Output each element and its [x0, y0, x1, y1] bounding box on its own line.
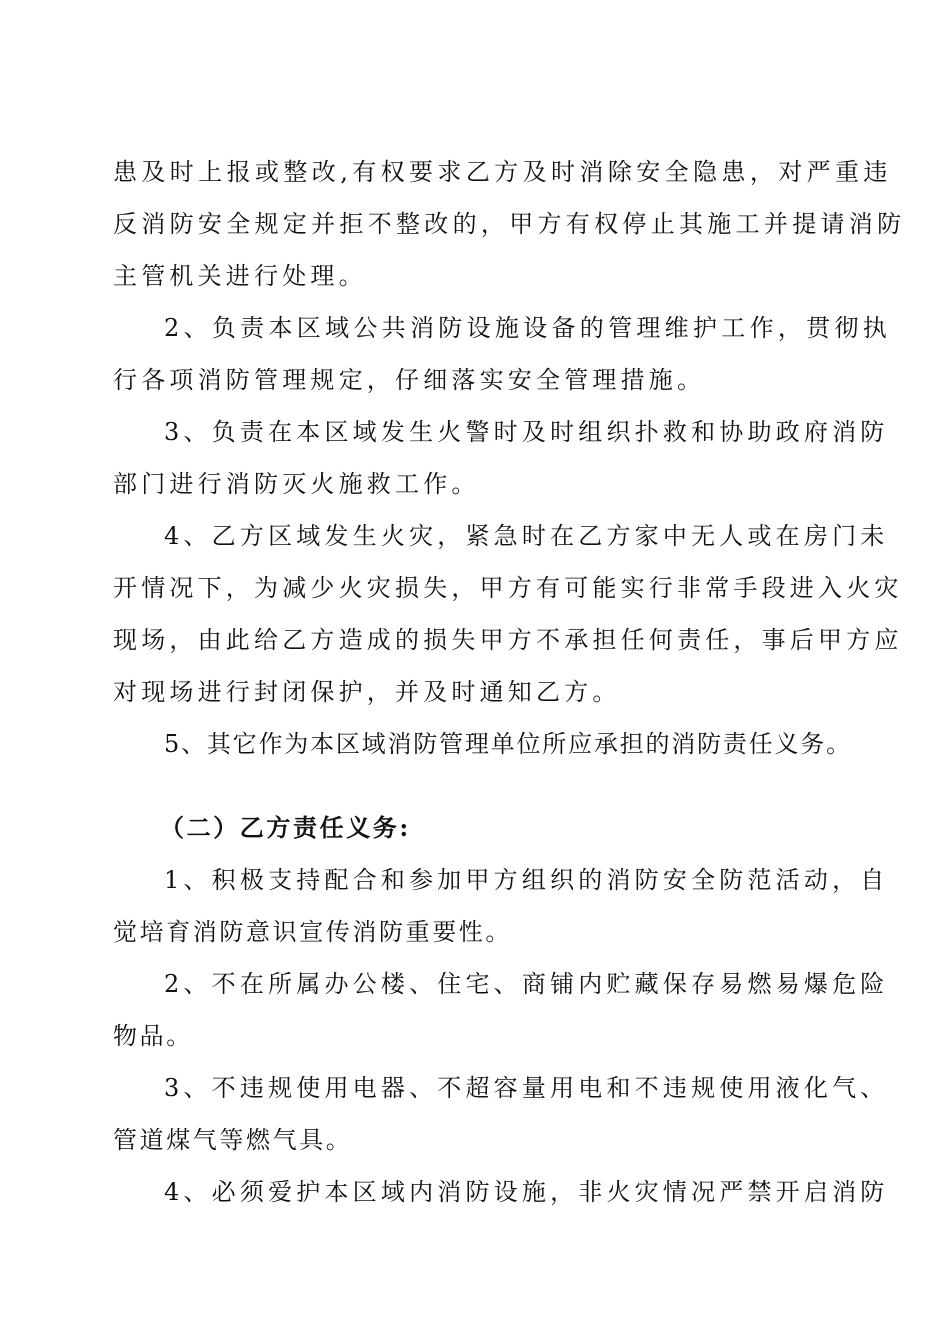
list-item-5-line: 5、其它作为本区域消防管理单位所应承担的消防责任义务。 — [164, 730, 852, 758]
paragraph-line: 主管机关进行处理。 — [113, 262, 367, 290]
list-item-3-continuation: 管道煤气等燃气具。 — [113, 1126, 353, 1154]
list-item-4-continuation: 对现场进行封闭保护，并及时通知乙方。 — [113, 678, 621, 706]
paragraph-line: 反消防安全规定并拒不整改的，甲方有权停止其施工并提请消防 — [113, 210, 906, 238]
list-item-4-continuation: 现场，由此给乙方造成的损失甲方不承担任何责任，事后甲方应 — [113, 626, 903, 654]
list-item-3-line: 3、不违规使用电器、不超容量用电和不违规使用液化气、 — [164, 1074, 889, 1102]
list-item-4-line: 4、乙方区域发生火灾，紧急时在乙方家中无人或在房门未 — [164, 522, 889, 550]
list-item-1-continuation: 觉培育消防意识宣传消防重要性。 — [113, 918, 512, 946]
paragraph-line: 患及时上报或整改,有权要求乙方及时消除安全隐患，对严重违 — [113, 158, 892, 186]
list-item-4-line: 4、必须爱护本区域内消防设施，非火灾情况严禁开启消防 — [164, 1178, 889, 1206]
list-item-2-continuation: 行各项消防管理规定，仔细落实安全管理措施。 — [113, 366, 706, 394]
list-item-4-continuation: 开情况下，为减少火灾损失，甲方有可能实行非常手段进入火灾 — [113, 574, 903, 602]
list-item-2-line: 2、负责本区域公共消防设施设备的管理维护工作，贯彻执 — [164, 314, 892, 342]
section-heading: （二）乙方责任义务: — [160, 813, 411, 842]
list-item-3-line: 3、负责在本区域发生火警时及时组织扑救和协助政府消防 — [164, 418, 889, 446]
list-item-3-continuation: 部门进行消防灭火施救工作。 — [113, 470, 480, 498]
list-item-2-continuation: 物品。 — [113, 1022, 193, 1050]
list-item-2-line: 2、不在所属办公楼、住宅、商铺内贮藏保存易燃易爆危险 — [164, 970, 889, 998]
list-item-1-line: 1、积极支持配合和参加甲方组织的消防安全防范活动，自 — [164, 866, 889, 894]
